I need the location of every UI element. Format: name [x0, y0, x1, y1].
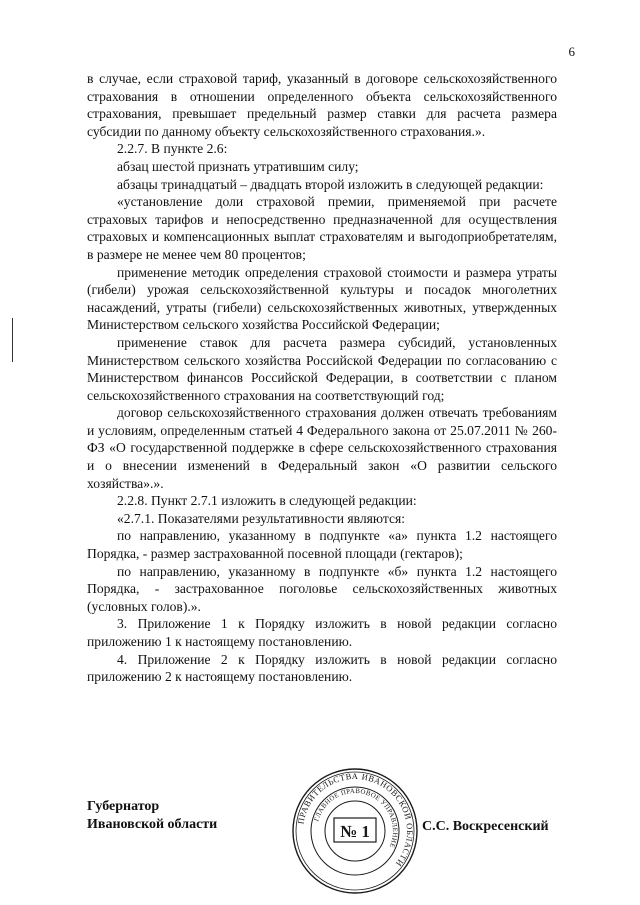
- signatory-title-line2: Ивановской области: [87, 817, 218, 832]
- paragraph: «установление доли страховой премии, применяемой при расчете страховых тарифов и непосредственно предназначенной для осуществления страховых и компенсационных выплат страхователям и выгодоприобретателям, в размере не менее чем 80 процентов;: [87, 194, 557, 262]
- paragraph: 2.2.7. В пункте 2.6:: [117, 141, 228, 157]
- official-seal: [290, 766, 420, 896]
- signatory-name: С.С. Воскресенский: [422, 819, 549, 834]
- signatory-title: [87, 798, 217, 834]
- seal-ring-text: ПРАВИТЕЛЬСТВА ИВАНОВСКОЙ ОБЛАСТИ: [295, 770, 416, 869]
- signatory-title-line1: Губернатор: [87, 799, 160, 814]
- seal-number: № 1: [340, 822, 370, 841]
- paragraph: по направлению, указанному в подпункте «а» пункта 1.2 настоящего Порядка, - размер застрахованной посевной площади (гектаров);: [87, 528, 557, 562]
- paragraph: «2.7.1. Показателями результативности являются:: [117, 510, 406, 526]
- paragraph: абзац шестой признать утратившим силу;: [117, 158, 359, 174]
- seal-inner-text: ГЛАВНОЕ ПРАВОВОЕ УПРАВЛЕНИЕ: [313, 787, 399, 849]
- paragraph: 2.2.8. Пункт 2.7.1 изложить в следующей редакции:: [117, 493, 417, 509]
- paragraph: применение методик определения страховой стоимости и размера утраты (гибели) урожая сельскохозяйственной культуры и посадок многолетних насаждений, утраты (гибели) сельскохозяйственных животных, утвержденных Министерством сельского хозяйства Российской Федерации;: [87, 264, 557, 333]
- paragraph: применение ставок для расчета размера субсидий, установленных Министерством сельского хозяйства Российской Федерации по согласованию с Министерством финансов Российской Федерации, в соответствии с планом сельскохозяйственного страхования на соответствующий год;: [87, 334, 557, 403]
- paragraph: в случае, если страховой тариф, указанный в договоре сельскохозяйственного страхования в отношении определенного объекта сельскохозяйственного страхования, превышает предельный размер ставки для расчета размера субсидии по данному объекту сельскохозяйственного страхования.».: [87, 71, 557, 139]
- paragraph: абзацы тринадцатый – двадцать второй изложить в следующей редакции:: [117, 176, 544, 192]
- page-number: 6: [568, 44, 575, 59]
- paragraph: 4. Приложение 2 к Порядку изложить в новой редакции согласно приложению 2 к настоящему постановлению.: [87, 651, 557, 685]
- paragraph: 3. Приложение 1 к Порядку изложить в новой редакции согласно приложению 1 к настоящему постановлению.: [87, 616, 557, 649]
- document-body: [87, 70, 557, 686]
- paragraph: договор сельскохозяйственного страхования должен отвечать требованиям и условиям, определенным статьей 4 Федерального закона от 25.07.2011 № 260-ФЗ «О государственной поддержке в сфере сельскохозяйственного страхования и о внесении изменений в Федеральный закон «О развитии сельского хозяйства».».: [87, 405, 557, 491]
- paragraph: по направлению, указанному в подпункте «б» пункта 1.2 настоящего Порядка, - застрахованное поголовье сельскохозяйственных животных (условных голов).».: [87, 563, 557, 614]
- margin-mark: [12, 318, 13, 362]
